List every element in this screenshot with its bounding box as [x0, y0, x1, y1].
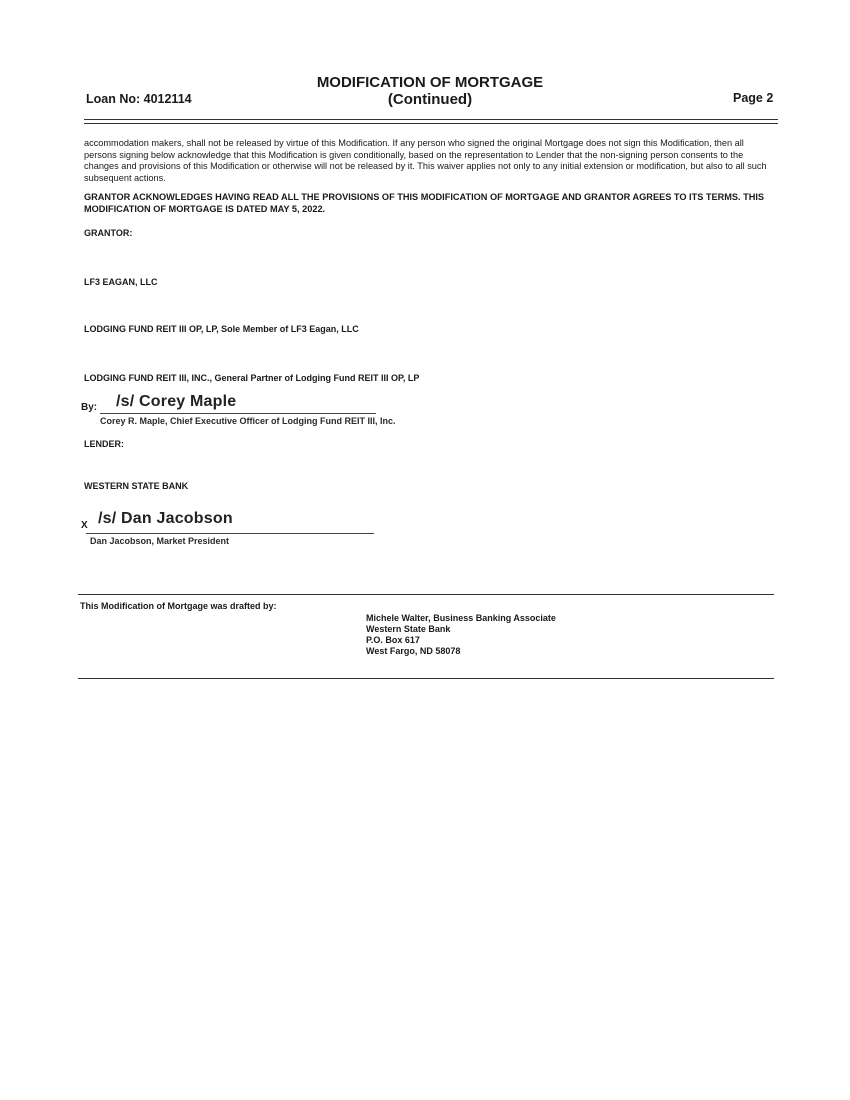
waiver-paragraph: accommodation makers, shall not be released by virtue of this Modification. If any person who signed the original Mortgage does not sign this Modification, then all persons signing below acknowledge that this Modification is given conditionally, based on the representation to Lender that the non-signing person consents to the changes and provisions of this Modification or otherwise will not be released by it. This waiver applies not only to any initial extension or modification, but also to all such subsequent actions. [84, 138, 767, 183]
lender-entity: WESTERN STATE BANK [84, 481, 189, 491]
grantor-entity: LF3 EAGAN, LLC [84, 277, 158, 287]
page-number: Page 2 [733, 91, 774, 105]
drafted-by-label: This Modification of Mortgage was drafted by: [80, 601, 277, 611]
lender-signature-line [86, 533, 374, 534]
x-mark: X [81, 520, 88, 531]
grantor-heading: GRANTOR: [84, 228, 133, 238]
grantor-signature: /s/ Corey Maple [116, 393, 237, 410]
grantor-partner: LODGING FUND REIT III, INC., General Partner of Lodging Fund REIT III OP, LP [84, 373, 420, 383]
title-line-1: MODIFICATION OF MORTGAGE [316, 74, 544, 91]
drafter-block [366, 613, 556, 657]
drafter-organization: Western State Bank [366, 624, 451, 634]
drafter-po-box: P.O. Box 617 [366, 635, 420, 645]
drafter-city: West Fargo, ND 58078 [366, 646, 461, 656]
grantor-signature-line [100, 413, 376, 414]
lender-signer: Dan Jacobson, Market President [90, 536, 230, 546]
by-label: By: [81, 402, 98, 413]
drafted-rule-bottom [78, 678, 774, 679]
document-title [230, 74, 630, 108]
grantor-signer: Corey R. Maple, Chief Executive Officer of Lodging Fund REIT III, Inc. [100, 416, 396, 426]
loan-number: Loan No: 4012114 [86, 92, 192, 106]
header-rule-bottom [84, 123, 778, 124]
grantor-member: LODGING FUND REIT III OP, LP, Sole Member of LF3 Eagan, LLC [84, 324, 359, 334]
title-line-2: (Continued) [387, 91, 473, 108]
lender-heading: LENDER: [84, 439, 124, 449]
lender-signature: /s/ Dan Jacobson [98, 510, 233, 527]
header-rule-top [84, 119, 778, 120]
acknowledgement-paragraph: GRANTOR ACKNOWLEDGES HAVING READ ALL THE PROVISIONS OF THIS MODIFICATION OF MORTGAGE AND GRANTOR AGREES TO ITS TERMS. THIS MODIFICATION OF MORTGAGE IS DATED MAY 5, 2022. [84, 192, 765, 214]
drafted-rule-top [78, 594, 774, 595]
drafter-name: Michele Walter, Business Banking Associate [366, 613, 556, 623]
